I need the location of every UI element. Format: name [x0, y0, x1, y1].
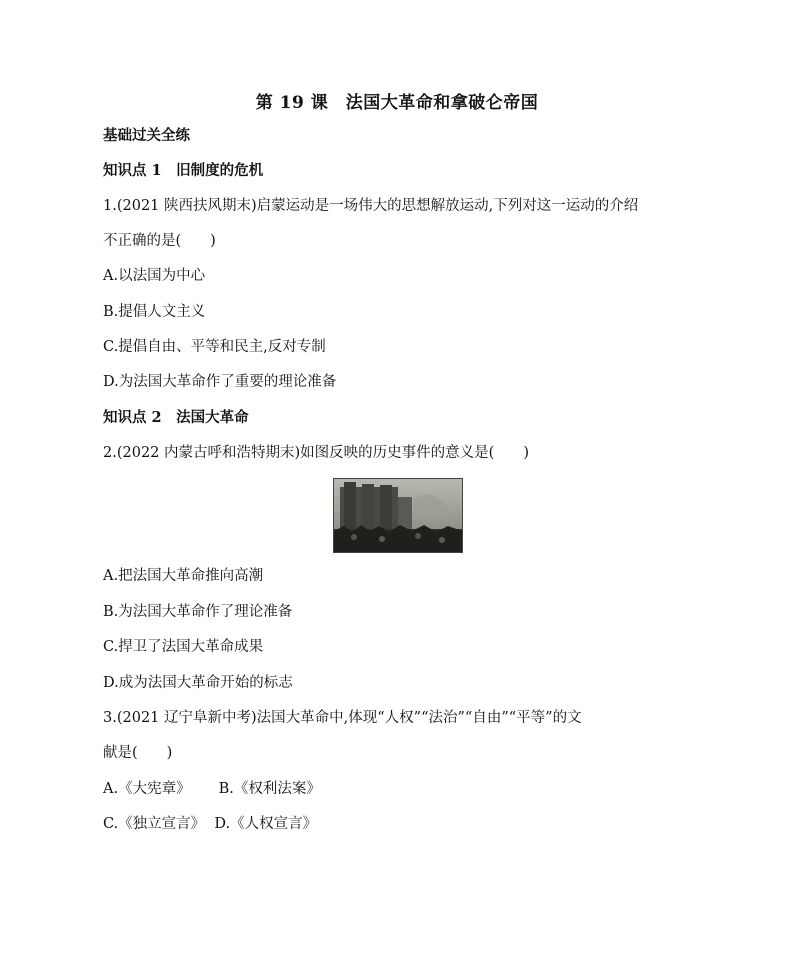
question-2-option-b: B.为法国大革命作了理论准备	[103, 604, 293, 620]
section-heading: 基础过关全练	[103, 127, 190, 144]
question-1-option-b: B.提倡人文主义	[103, 304, 206, 320]
question-3-options-row-1	[103, 779, 321, 799]
question-1-option-a: A.以法国为中心	[103, 268, 206, 284]
question-2-option-c: C.捍卫了法国大革命成果	[103, 639, 264, 655]
question-3-option-b: B.《权利法案》	[218, 781, 321, 797]
question-3-options-row-2	[103, 814, 317, 834]
question-2-option-d: D.成为法国大革命开始的标志	[103, 675, 293, 691]
question-2-stem: 2.(2022 内蒙古呼和浩特期末)如图反映的历史事件的意义是( )	[103, 445, 529, 461]
question-3-option-c: C.《独立宣言》	[103, 816, 206, 832]
question-3-option-a: A.《大宪章》	[103, 781, 191, 797]
question-1-stem-line-2: 不正确的是( )	[103, 233, 216, 249]
knowledge-point-2: 知识点 2 法国大革命	[103, 409, 249, 426]
question-1-option-c: C.提倡自由、平等和民主,反对专制	[103, 339, 326, 355]
question-1-option-d: D.为法国大革命作了重要的理论准备	[103, 374, 337, 390]
question-3-option-d: D.《人权宣言》	[214, 816, 318, 832]
question-1-stem-line-1: 1.(2021 陕西扶风期末)启蒙运动是一场伟大的思想解放运动,下列对这一运动的介绍	[103, 198, 639, 214]
question-3-stem-line-1: 3.(2021 辽宁阜新中考)法国大革命中,体现“人权”“法治”“自由”“平等”的文	[103, 710, 582, 726]
bastille-storming-image	[333, 478, 463, 553]
question-2-option-a: A.把法国大革命推向高潮	[103, 568, 264, 584]
question-3-stem-line-2: 献是( )	[103, 745, 173, 761]
knowledge-point-1: 知识点 1 旧制度的危机	[103, 162, 264, 179]
historical-painting-illustration	[334, 479, 462, 552]
lesson-title: 第 19 课 法国大革命和拿破仑帝国	[255, 93, 539, 113]
